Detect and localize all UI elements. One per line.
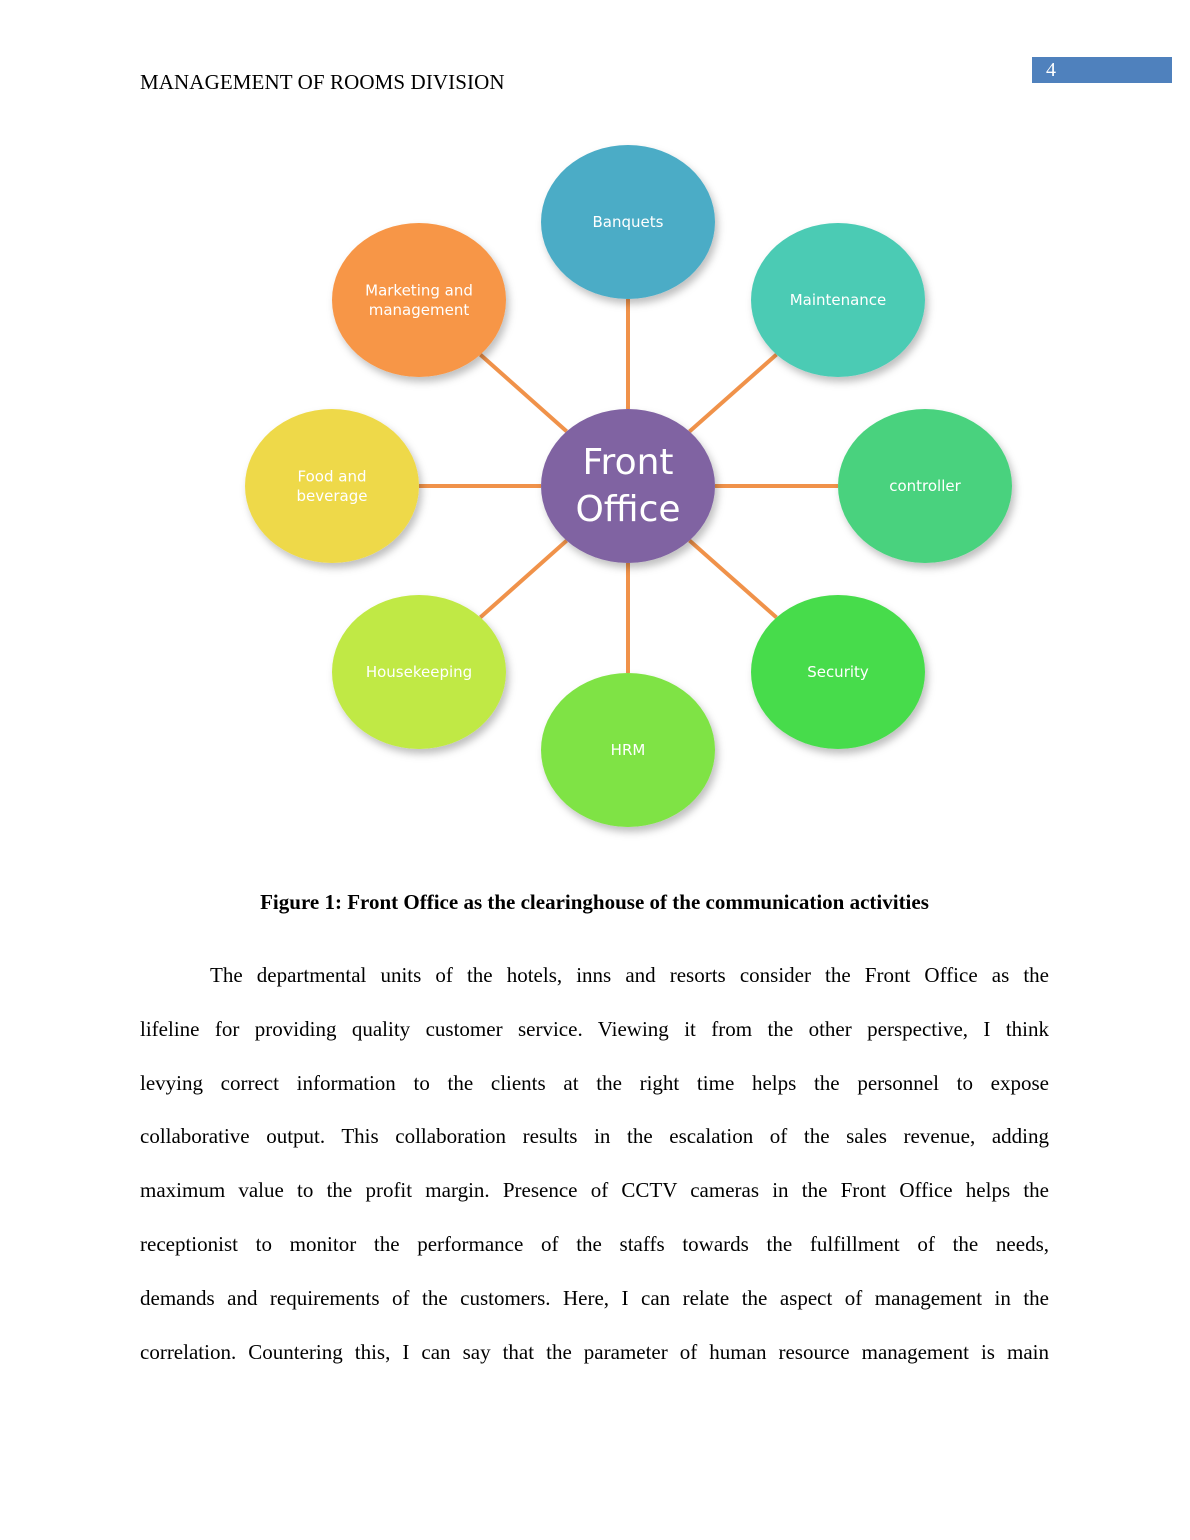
page-number: 4 [1032, 57, 1172, 83]
diagram-node [541, 145, 715, 299]
body-line: lifeline for providing quality customer service. Viewing it from the other perspective, I think [140, 1016, 1049, 1041]
center-ellipse [541, 409, 715, 563]
node-label: Food and [297, 467, 367, 486]
node-label: Security [807, 663, 869, 681]
diagram-node [332, 595, 506, 749]
connector-line [480, 541, 566, 618]
body-line: correlation. Countering this, I can say that the parameter of human resource management is main [140, 1339, 1049, 1364]
diagram-node [541, 673, 715, 827]
connector-line [689, 540, 776, 617]
body-line: demands and requirements of the customers. Here, I can relate the aspect of management in the [140, 1285, 1049, 1310]
center-label: Front [582, 442, 674, 483]
node-label: Banquets [592, 213, 664, 231]
body-paragraph [140, 949, 1049, 1379]
node-label: management [368, 300, 470, 319]
diagram-node [751, 595, 925, 749]
body-line: maximum value to the profit margin. Presence of CCTV cameras in the Front Office helps the [140, 1178, 1049, 1203]
center-label: Office [575, 489, 681, 530]
diagram-node [332, 223, 506, 377]
node-label: controller [889, 477, 961, 495]
connector-line [689, 354, 776, 431]
diagram-node [751, 223, 925, 377]
center-node [541, 409, 715, 563]
diagram-node [245, 409, 419, 563]
running-head: MANAGEMENT OF ROOMS DIVISION [140, 70, 505, 94]
node-label: Maintenance [789, 291, 887, 309]
node-label: Housekeeping [365, 663, 473, 681]
node-label: beverage [296, 486, 368, 505]
diagram-node [838, 409, 1012, 563]
body-line: levying correct information to the clients at the right time helps the personnel to expose [140, 1070, 1049, 1095]
figure-caption: Figure 1: Front Office as the clearinghouse of the communication activities [260, 890, 929, 914]
body-line: collaborative output. This collaboration results in the escalation of the sales revenue, adding [140, 1124, 1049, 1149]
connector-line [480, 355, 566, 432]
node-label: HRM [610, 741, 646, 759]
body-line: The departmental units of the hotels, inns and resorts consider the Front Office as the [210, 963, 1049, 987]
body-line: receptionist to monitor the performance of the staffs towards the fulfillment of the needs, [140, 1231, 1049, 1256]
node-label: Marketing and [365, 281, 473, 300]
